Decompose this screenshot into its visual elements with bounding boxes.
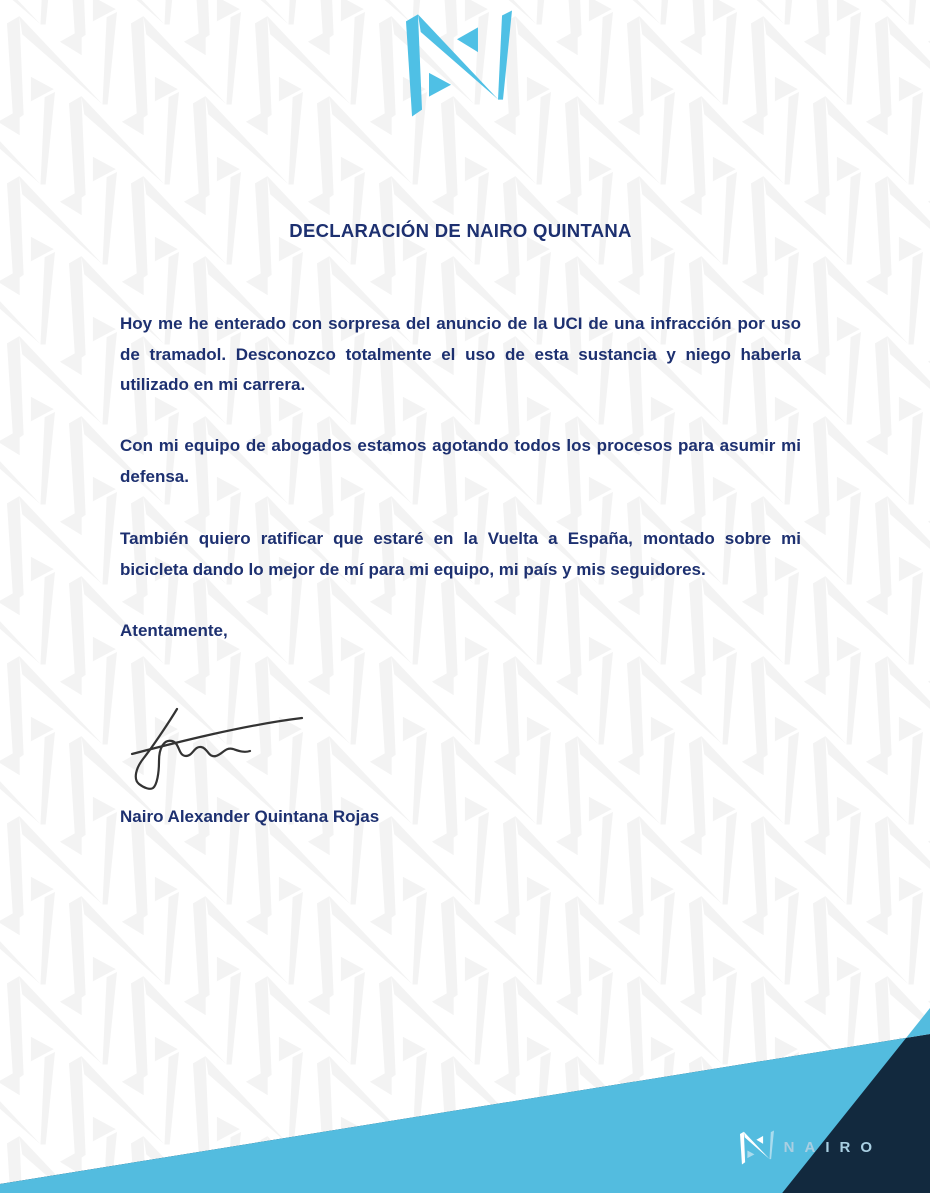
nairo-footer-logo-icon bbox=[740, 1130, 774, 1165]
footer-wordmark: NAIRO bbox=[783, 1139, 882, 1156]
paragraph-1: Hoy me he enterado con sorpresa del anuncio de la UCI de una infracción por uso de tramadol. Desconozco totalmente el uso de esta sustancia y niego haberla utilizado en mi carrera. bbox=[120, 314, 801, 395]
nairo-logo-icon bbox=[406, 10, 512, 117]
paragraph-3: También quiero ratificar que estaré en la Vuelta a España, montado sobre mi bicicleta dando lo mejor de mí para mi equipo, mi país y mis seguidores. bbox=[120, 529, 801, 579]
footer-cyan-stripe bbox=[0, 1008, 930, 1193]
signer-name: Nairo Alexander Quintana Rojas bbox=[120, 807, 380, 826]
footer-brand bbox=[740, 1130, 882, 1165]
paragraph-2: Con mi equipo de abogados estamos agotando todos los procesos para asumir mi defensa. bbox=[120, 436, 801, 486]
closing-text: Atentamente, bbox=[120, 621, 228, 640]
letter-title: DECLARACIÓN DE NAIRO QUINTANA bbox=[289, 220, 632, 241]
signature-image bbox=[126, 701, 308, 793]
